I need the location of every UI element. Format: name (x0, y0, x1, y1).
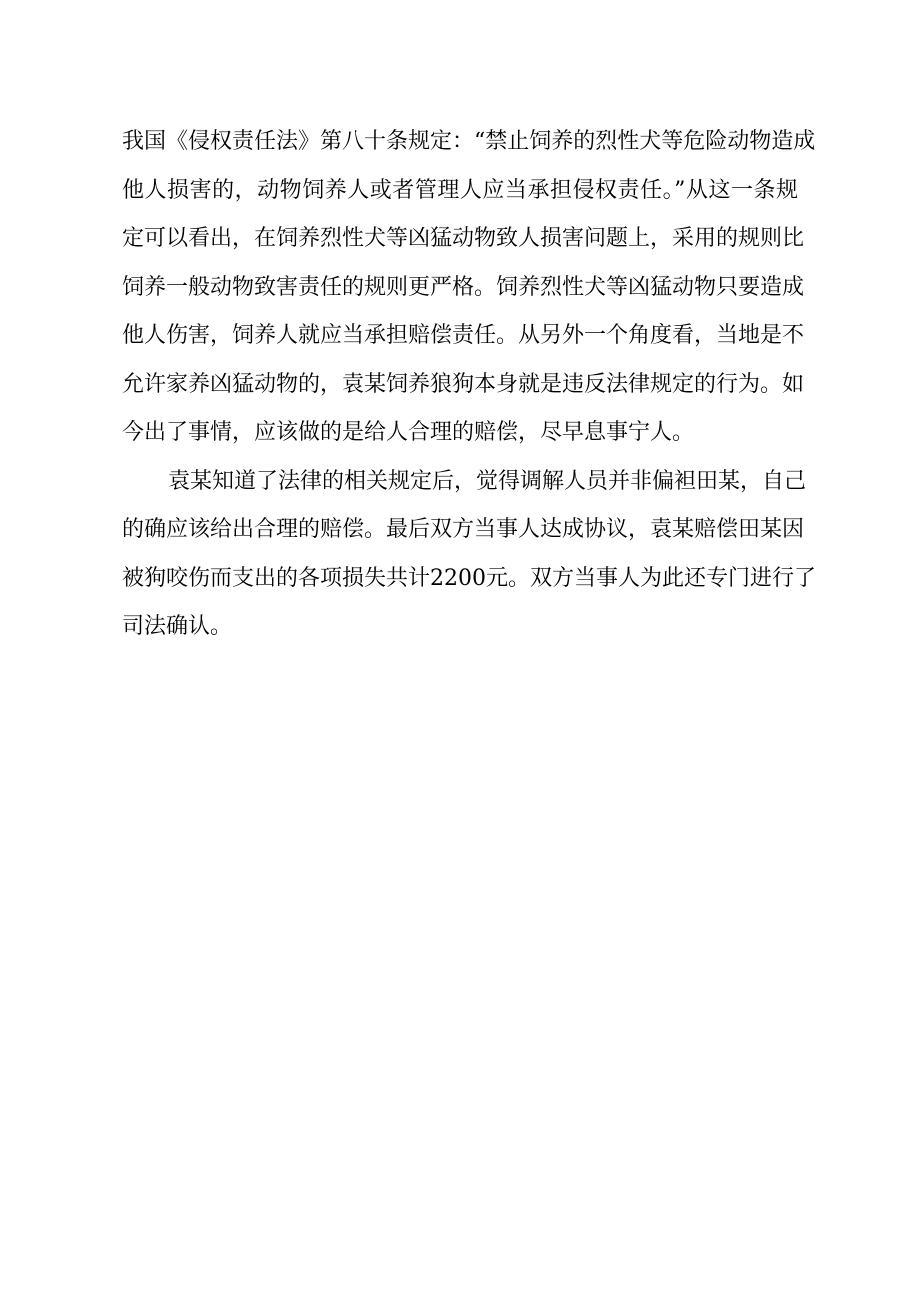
text-line: 他人伤害，饲养人就应当承担赔偿责任。从另外一个角度看，当地是不 (122, 323, 805, 348)
text-line: 今出了事情，应该做的是给人合理的赔偿，尽早息事宁人。 (122, 420, 695, 445)
text-line: 司法确认。 (122, 614, 233, 639)
text-line: 定可以看出，在饲养烈性犬等凶猛动物致人损害问题上，采用的规则比 (122, 226, 805, 251)
text-line: 袁某知道了法律的相关规定后，觉得调解人员并非偏袒田某，自己 (168, 468, 807, 494)
document-body (122, 118, 816, 652)
text-line: 我国《侵权责任法》第八十条规定：“禁止饲养的烈性犬等危险动物造成 (122, 129, 816, 154)
text-line: 他人损害的，动物饲养人或者管理人应当承担侵权责任。”从这一条规 (122, 177, 798, 203)
text-line: 饲养一般动物致害责任的规则更严格。饲养烈性犬等凶猛动物只要造成 (122, 274, 805, 300)
text-line: 的确应该给出合理的赔偿。最后双方当事人达成协议，袁某赔偿田某因 (122, 517, 805, 542)
paragraph-1 (122, 118, 816, 458)
text-line: 被狗咬伤而支出的各项损失共计2200元。双方当事人为此还专门进行了 (122, 565, 816, 591)
paragraph-2 (122, 458, 816, 652)
text-line: 允许家养凶猛动物的，袁某饲养狼狗本身就是违反法律规定的行为。如 (122, 371, 805, 397)
